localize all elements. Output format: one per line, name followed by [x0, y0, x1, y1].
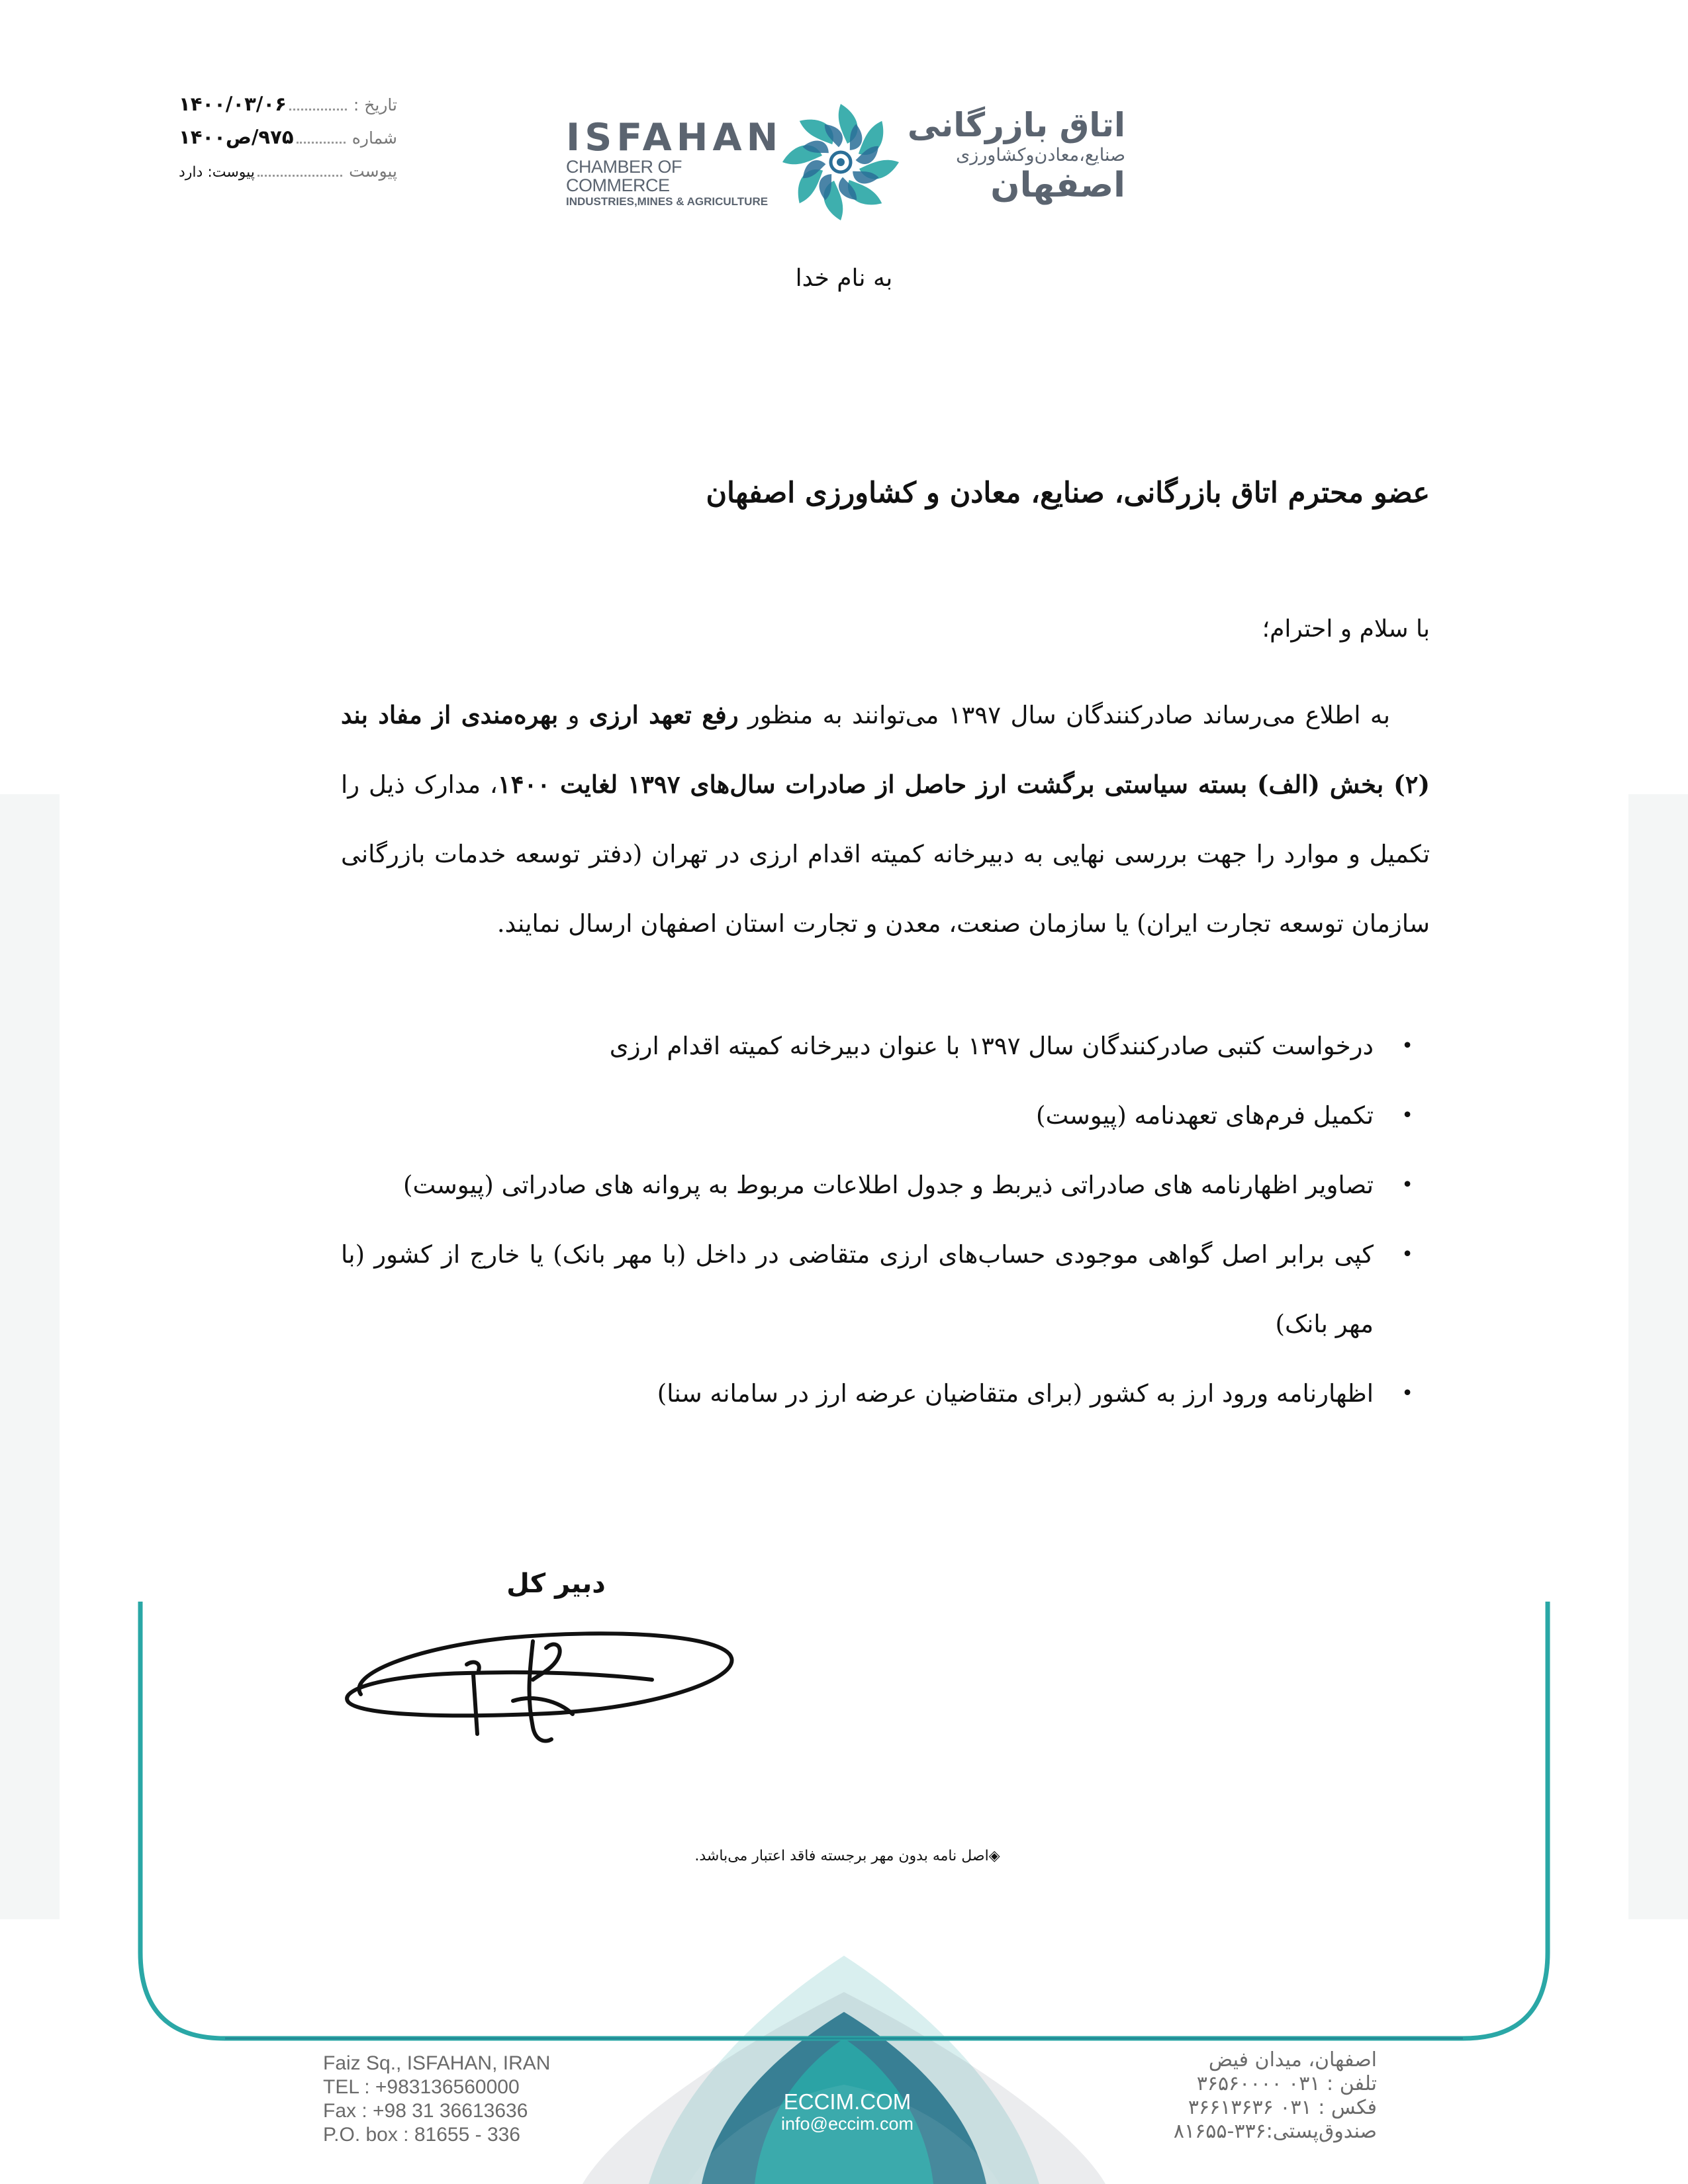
para-text-1: به اطلاع می‌رساند صادرکنندگان سال ۱۳۹۷ می‌توانند به منظور [738, 701, 1391, 729]
date-dotted-line [289, 93, 347, 111]
addressee: عضو محترم اتاق بازرگانی، صنایع، معادن و کشاورزی اصفهان [706, 477, 1430, 510]
website-link[interactable]: ECCIM.COM [783, 2089, 912, 2114]
letter-meta [179, 93, 397, 192]
list-item [341, 1150, 1413, 1220]
footer-website [748, 2090, 947, 2134]
footer-fa-pobox: صندوق‌پستی:۳۳۶-۸۱۶۵۵ [1173, 2120, 1377, 2143]
list-item [341, 1220, 1413, 1359]
footer-en-fax: Fax : +98 31 36613636 [323, 2100, 528, 2122]
logo-en-name: ISFAHAN [566, 116, 783, 159]
list-item-text: کپی برابر اصل گواهی موجودی حساب‌های ارزی متقاضی در داخل (با مهر بانک) یا خارج از کشور (با مهر بانک) [341, 1240, 1374, 1338]
bullet-icon: • [1401, 1382, 1413, 1405]
para-text-2: و [558, 701, 589, 729]
list-item-text: تصاویر اظهارنامه های صادراتی ذیربط و جدول اطلاعات مربوط به پروانه های صادراتی (پیوست) [403, 1171, 1374, 1199]
chamber-emblem-icon [778, 99, 904, 225]
footer-address-english [323, 2052, 628, 2147]
logo-en-line1: CHAMBER OF COMMERCE [566, 157, 682, 195]
para-bold-1: رفع تعهد ارزی [588, 700, 739, 729]
meta-number-row [179, 126, 397, 159]
list-item-text: تکمیل فرم‌های تعهدنامه (پیوست) [1036, 1101, 1374, 1130]
footer-fa-tel: تلفن : ۰۳۱ ۳۶۵۶۰۰۰۰ [1196, 2072, 1377, 2095]
logo-fa-line2: صنایع،معادن‌وکشاورزی [956, 145, 1125, 165]
logo-fa-line1: اتاق بازرگانی [907, 106, 1125, 144]
requirements-list [341, 1011, 1413, 1428]
footnote: ◈اصل نامه بدون مهر برجسته فاقد اعتبار می‌باشد. [694, 1848, 1000, 1864]
meta-attachment-row [179, 159, 397, 192]
logo-english [566, 116, 783, 209]
footer-address-persian [1125, 2048, 1377, 2144]
footer-fa-address: اصفهان، میدان فیض [1208, 2048, 1377, 2071]
footer-fa-fax: فکس : ۰۳۱ ۳۶۶۱۳۶۳۶ [1188, 2096, 1377, 2119]
logo-en-line2: INDUSTRIES,MINES & AGRICULTURE [566, 195, 769, 208]
email-link[interactable]: info@eccim.com [781, 2114, 914, 2134]
handwritten-signature [334, 1602, 745, 1754]
date-label: تاریخ : [353, 95, 397, 114]
logo-fa-line3: اصفهان [990, 165, 1125, 205]
bullet-icon: • [1401, 1173, 1413, 1197]
para-text-3: ، مدارک ذیل را تکمیل و موارد را جهت بررسی نهایی به دبیرخانه کمیته اقدام ارزی در تهران (دفتر توسعه خدمات بازرگانی سازمان توسعه تجارت ایران) یا سازمان صنعت، معدن و تجارت استان اصفهان ارسال نمایند. [341, 770, 1430, 938]
para-bold-2: بهره‌مندی از مفاد بند (۲) بخش (الف) بسته سیاستی برگشت ارز حاصل از صادرات سال‌های ۱۳۹۷ لغایت ۱۴۰۰ [341, 700, 1430, 799]
attachment-label: پیوست [349, 161, 397, 181]
attachment-value: پیوست: دارد [179, 164, 255, 181]
footer-en-address: Faiz Sq., ISFAHAN, IRAN [323, 2052, 551, 2074]
bullet-icon: • [1401, 1034, 1413, 1058]
footer-lotus-icon [583, 1956, 1105, 2184]
list-item-text: درخواست کتبی صادرکنندگان سال ۱۳۹۷ با عنوان دبیرخانه کمیته اقدام ارزی [609, 1032, 1374, 1060]
bullet-icon: • [1401, 1104, 1413, 1127]
date-value: ۱۴۰۰/۰۳/۰۶ [179, 93, 287, 115]
list-item-text: اظهارنامه ورود ارز به کشور (برای متقاضیان عرضه ارز در سامانه سنا) [657, 1379, 1374, 1408]
list-item [341, 1011, 1413, 1081]
number-label: شماره [352, 128, 397, 148]
footer-en-pobox: P.O. box : 81655 - 336 [323, 2124, 520, 2146]
invocation: به نام خدا [795, 265, 893, 292]
list-item [341, 1359, 1413, 1428]
greeting: با سلام و احترام؛ [1262, 615, 1430, 643]
footer-en-tel: TEL : +983136560000 [323, 2076, 520, 2098]
body-paragraph [341, 680, 1430, 958]
number-value: ۹۷۵/ص۱۴۰۰ [179, 126, 294, 148]
signer-title: دبیر کل [506, 1569, 606, 1599]
bullet-icon: • [1401, 1243, 1413, 1266]
number-dotted-line [297, 126, 346, 144]
logo-persian [907, 106, 1125, 204]
meta-date-row [179, 93, 397, 126]
attachment-dotted-line [258, 159, 342, 177]
list-item [341, 1081, 1413, 1150]
